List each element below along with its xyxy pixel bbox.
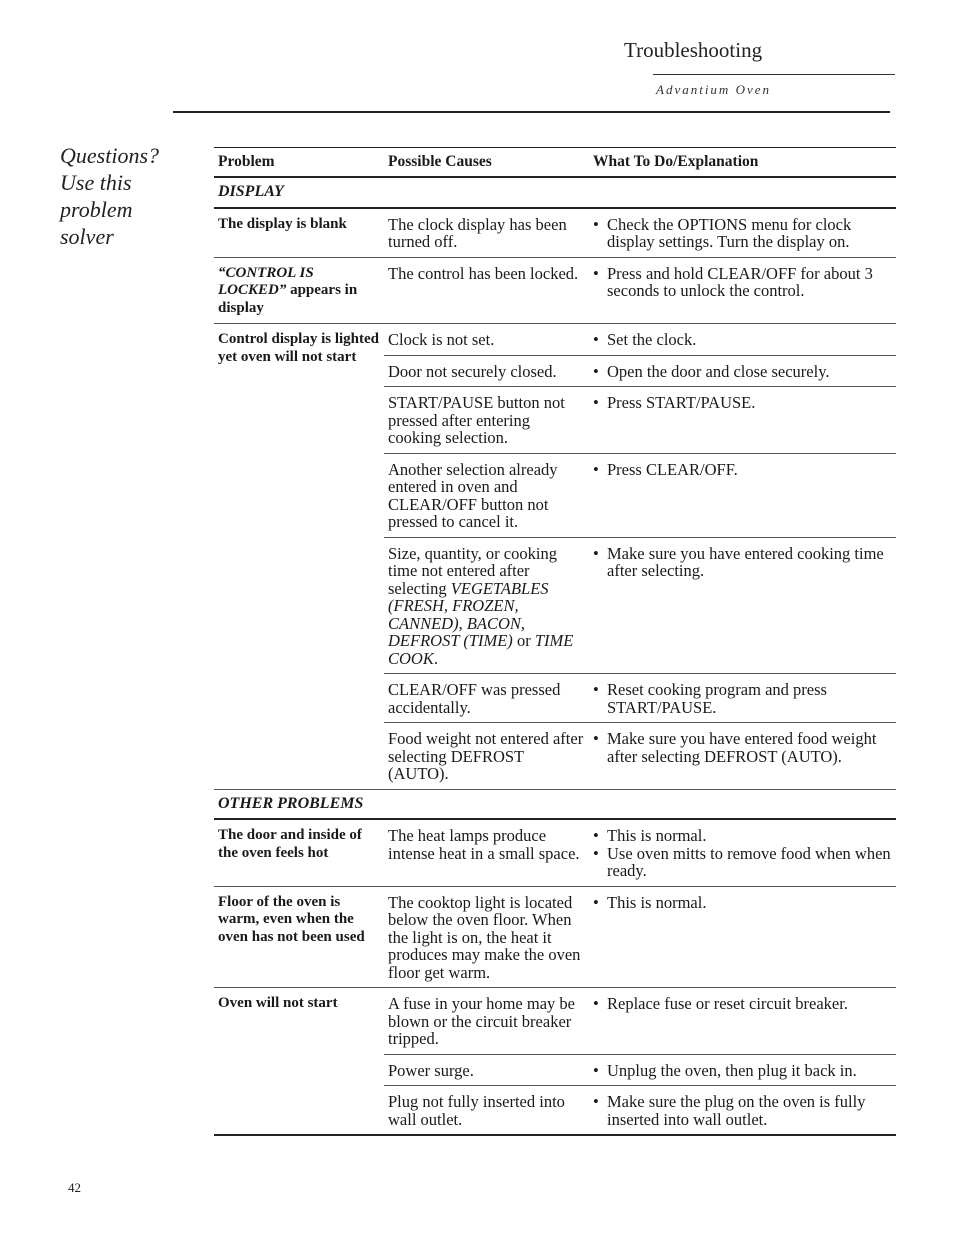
fix-text: Make sure the plug on the oven is fully inserted into wall outlet. (607, 1092, 866, 1129)
cause-cell: The cooktop light is located below the oven floor. When the light is on, the heat it produces may make the oven floor get warm. (384, 886, 589, 988)
bullet-mark: • (593, 330, 599, 349)
fix-text: Unplug the oven, then plug it back in. (607, 1060, 857, 1080)
fix-text: Check the OPTIONS menu for clock display settings. Turn the display on. (607, 214, 852, 251)
fix-cell (589, 355, 896, 387)
cause-cell: The control has been locked. (384, 257, 589, 324)
problem-cell: Oven will not start (214, 988, 384, 1136)
problem-text: appears in display (218, 282, 358, 316)
bullet-mark: • (593, 1060, 599, 1080)
cause-text: Size, quantity, or cooking time not entered after selecting (388, 543, 557, 598)
bullet-mark: • (593, 459, 599, 479)
fix-text: Set the clock. (607, 330, 697, 349)
fix-text: Use oven mitts to remove food when when ready. (607, 843, 891, 880)
fix-cell (589, 723, 896, 790)
problem-cell: Floor of the oven is warm, even when the oven has not been used (214, 886, 384, 988)
fix-text: Open the door and close securely. (607, 361, 830, 381)
bullet-mark: • (593, 361, 599, 381)
sidebar-heading (60, 142, 159, 250)
fix-text: Make sure you have entered food weight after selecting DEFROST (AUTO). (607, 729, 877, 766)
section-row-other (214, 789, 896, 819)
fix-cell (589, 1054, 896, 1086)
cause-cell (384, 537, 589, 674)
troubleshooting-table (214, 147, 896, 1136)
fix-cell (589, 324, 896, 356)
sidebar-line: solver (60, 224, 114, 249)
problem-emphasis: “CONTROL IS LOCKED” (218, 264, 314, 298)
sidebar-line: Questions? (60, 143, 159, 168)
header-rule-long (173, 111, 890, 113)
problem-cell: The door and inside of the oven feels hot (214, 819, 384, 886)
header-rule-short (653, 74, 895, 75)
fix-cell (589, 988, 896, 1055)
cause-emphasis: VEGETABLES (FRESH, FROZEN, CANNED), BACON, DEFROST (TIME) (388, 578, 549, 650)
fix-text: Reset cooking program and press START/PAUSE. (607, 680, 827, 717)
problem-cell: The display is blank (214, 208, 384, 258)
bullet-mark: • (593, 729, 599, 748)
bullet-mark: • (593, 543, 599, 563)
header-causes: Possible Causes (384, 148, 589, 178)
fix-text: Press CLEAR/OFF. (607, 459, 738, 479)
table-row (214, 988, 896, 1055)
cause-cell: START/PAUSE button not pressed after entering cooking selection. (384, 387, 589, 454)
cause-text: or (512, 631, 535, 650)
page-number: 42 (68, 1180, 81, 1195)
bullet-mark: • (593, 263, 599, 283)
fix-cell (589, 537, 896, 674)
fix-text: Replace fuse or reset circuit breaker. (607, 994, 848, 1013)
fix-cell (589, 674, 896, 723)
fix-cell (589, 208, 896, 258)
bullet-mark: • (593, 1092, 599, 1111)
fix-cell (589, 886, 896, 988)
cause-text: . (433, 648, 438, 668)
cause-cell: Plug not fully inserted into wall outlet. (384, 1086, 589, 1136)
header-problem: Problem (214, 148, 384, 178)
fix-cell (589, 1086, 896, 1136)
bullet-mark: • (593, 892, 599, 912)
table-row (214, 819, 896, 886)
header-what-to-do: What To Do/Explanation (589, 148, 896, 178)
bullet-mark: • (593, 843, 599, 863)
bullet-mark: • (593, 826, 599, 845)
table-row (214, 886, 896, 988)
cause-cell: The clock display has been turned off. (384, 208, 589, 258)
cause-cell: CLEAR/OFF was pressed accidentally. (384, 674, 589, 723)
cause-cell: Clock is not set. (384, 324, 589, 356)
sidebar-line: problem (60, 197, 133, 222)
section-label: DISPLAY (214, 177, 896, 208)
fix-cell (589, 819, 896, 886)
product-subtitle: Advantium Oven (656, 82, 772, 97)
cause-emphasis: TIME COOK (388, 631, 574, 668)
cause-cell: Another selection already entered in oven and CLEAR/OFF button not pressed to cancel it. (384, 453, 589, 537)
cause-cell: Food weight not entered after selecting DEFROST (AUTO). (384, 723, 589, 790)
fix-text: Make sure you have entered cooking time after selecting. (607, 543, 884, 580)
bullet-mark: • (593, 680, 599, 699)
bullet-mark: • (593, 393, 599, 412)
fix-text: Press and hold CLEAR/OFF for about 3 seconds to unlock the control. (607, 263, 873, 300)
section-label: OTHER PROBLEMS (214, 789, 896, 819)
section-title: Troubleshooting (624, 38, 763, 62)
bullet-mark: • (593, 994, 599, 1013)
fix-text: This is normal. (607, 892, 707, 912)
problem-cell (214, 257, 384, 324)
cause-cell: Power surge. (384, 1054, 589, 1086)
table-row (214, 324, 896, 356)
fix-cell (589, 453, 896, 537)
bullet-mark: • (593, 214, 599, 234)
problem-cell: Control display is lighted yet oven will not start (214, 324, 384, 790)
table-header-row (214, 148, 896, 178)
table-row (214, 208, 896, 258)
cause-cell: A fuse in your home may be blown or the circuit breaker tripped. (384, 988, 589, 1055)
cause-cell: Door not securely closed. (384, 355, 589, 387)
section-row-display (214, 177, 896, 208)
fix-cell (589, 387, 896, 454)
fix-text: This is normal. (607, 826, 707, 845)
cause-cell: The heat lamps produce intense heat in a small space. (384, 819, 589, 886)
table-row (214, 257, 896, 324)
fix-cell (589, 257, 896, 324)
sidebar-line: Use this (60, 170, 132, 195)
fix-text: Press START/PAUSE. (607, 393, 756, 412)
